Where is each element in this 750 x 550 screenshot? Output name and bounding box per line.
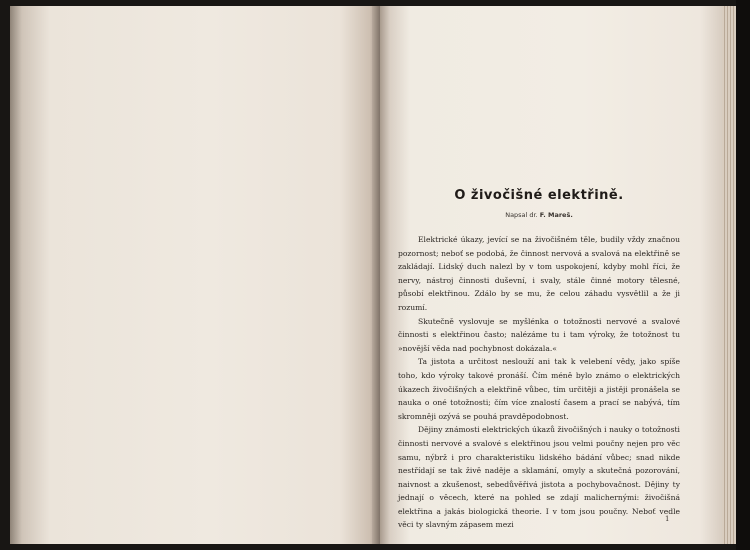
paragraph: Ta jistota a určitost neslouží ani tak k velebení vědy, jako spíše toho, kdo výroky takové pronáší. Čím méně bylo známo o elektrických úkazech živočišných a elektřině vůbec, tím určitěji a jistěji pronášela se nauka o oné totožnosti; čím více znalostí časem a prací se nabývá, tím skromněji ozývá se pouhá pravděpodobnost. — [398, 357, 680, 421]
page-edges — [722, 6, 736, 544]
article — [398, 188, 680, 532]
byline-prefix: Napsal dr. — [505, 211, 538, 219]
page-number: 1 — [665, 515, 670, 523]
left-page-blank — [10, 6, 380, 544]
article-byline — [398, 211, 680, 219]
paragraph: Skutečně vyslovuje se myšlénka o totožnosti nervové a svalové činnosti s elektřinou často; nalézáme tu i tam výroky, že totožnost tu »novější věda nad pochybnost dokázala.« — [398, 316, 680, 353]
scan-border — [736, 0, 750, 550]
article-title: O živočišné elektřině. — [454, 188, 624, 203]
byline-author: F. Mareš. — [539, 211, 573, 219]
paragraph: Dějiny známosti elektrických úkazů živočišných i nauky o totožnosti činnosti nervové a svalové s elektřinou jsou velmi poučny nejen pro věc samu, nýbrž i pro charakteristiku lidského bádání vůbec; snad nikde nestřídají se tak živě naděje a sklamání, omyly a skutečná pozorování, naivnost a zkušenost, sebedůvěřivá jistota a pochybovačnost. Dějiny ty jednají o věcech, které na pohled se zdají malichernými: živočišná elektřina a jakás biologická theorie. I v tom jsou poučny. Neboť vedle věci ty slavným zápasem mezi — [398, 425, 680, 530]
paragraph: Elektrické úkazy, jevící se na živočišném těle, budily vždy značnou pozornost; neboť se podobá, že činnost nervová a svalová na elektřině se zakládají. Lidský duch nalezl by v tom uspokojení, kdyby mohl říci, že nervy, nástroj činnosti duševní, i svaly, stále činné motory tělesné, působí elektřinou. Zdálo by se mu, že celou záhadu vysvětlil a že ji rozumí. — [398, 235, 680, 312]
